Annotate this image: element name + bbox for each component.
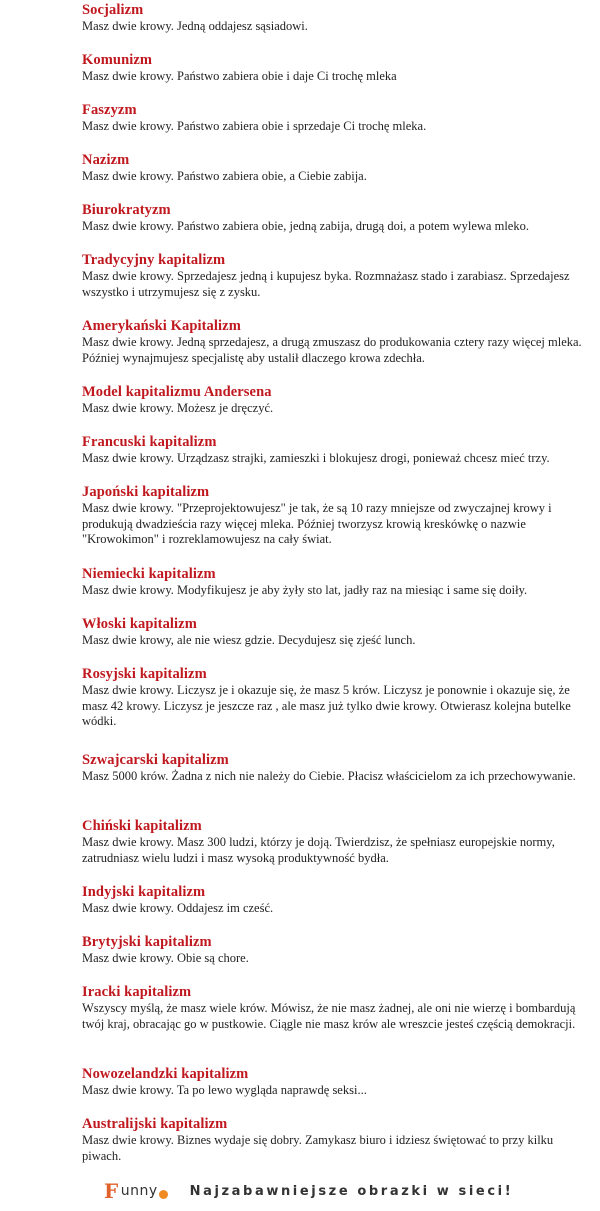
entry-text: Masz 5000 krów. Żadna z nich nie należy do Ciebie. Płacisz właścicielom za ich przechowywanie. <box>82 769 576 783</box>
entry-text: Masz dwie krowy. Urządzasz strajki, zamieszki i blokujesz drogi, ponieważ chcesz mieć trzy. <box>82 451 550 465</box>
logo-dot-icon <box>159 1190 168 1199</box>
entry-title: Tradycyjny kapitalizm <box>82 252 226 268</box>
site-tagline: Najzabawniejsze obrazki w sieci! <box>189 1183 514 1199</box>
entry-title: Szwajcarski kapitalizm <box>82 752 229 768</box>
entry-text: Masz dwie krowy. Obie są chore. <box>82 951 249 965</box>
site-logo <box>104 1179 168 1203</box>
entry-text: Masz dwie krowy. Państwo zabiera obie, a Ciebie zabija. <box>82 169 367 183</box>
entry-amerykanski-kapitalizm <box>82 318 594 366</box>
entry-text: Masz dwie krowy. Modyfikujesz je aby żyły sto lat, jadły raz na miesiąc i same się doiły. <box>82 583 528 597</box>
entry-title: Chiński kapitalizm <box>82 818 202 834</box>
entry-brytyjski-kapitalizm <box>82 934 594 967</box>
entry-text: Masz dwie krowy. Masz 300 ludzi, którzy je doją. Twierdzisz, że spełniasz europejskie normy, zatrudniasz wielu ludzi i masz wysoką produktywność bydła. <box>82 835 555 865</box>
entry-text: Masz dwie krowy. Możesz je dręczyć. <box>82 401 274 415</box>
entry-biurokratyzm <box>82 202 594 235</box>
entry-francuski-kapitalizm <box>82 434 594 467</box>
entry-chinski-kapitalizm <box>82 818 594 866</box>
entry-text: Wszyscy myślą, że masz wiele krów. Mówisz, że nie masz żadnej, ale oni nie wierzę i bombardują twój kraj, obracając go w pustkowie. Ciągle nie masz krów ale wreszcie jesteś częścią demokracji. <box>82 1001 576 1031</box>
entry-title: Brytyjski kapitalizm <box>82 934 212 950</box>
entry-text: Masz dwie krowy. Sprzedajesz jedną i kupujesz byka. Rozmnażasz stado i zarabiasz. Sprzedajesz wszystko i utrzymujesz się z zysku. <box>82 269 570 299</box>
entry-title: Włoski kapitalizm <box>82 616 197 632</box>
entry-title: Francuski kapitalizm <box>82 434 217 450</box>
entry-faszyzm <box>82 102 594 135</box>
logo-mark: F <box>104 1179 119 1203</box>
entry-text: Masz dwie krowy. Biznes wydaje się dobry. Zamykasz biuro i idziesz świętować to przy kilku piwach. <box>82 1133 554 1163</box>
entry-title: Australijski kapitalizm <box>82 1116 228 1132</box>
entry-title: Nowozelandzki kapitalizm <box>82 1066 249 1082</box>
entry-text: Masz dwie krowy. Państwo zabiera obie i sprzedaje Ci trochę mleka. <box>82 119 427 133</box>
entry-text: Masz dwie krowy. Państwo zabiera obie i daje Ci trochę mleka <box>82 69 397 83</box>
entry-title: Socjalizm <box>82 2 144 18</box>
watermark-footer <box>104 1176 524 1206</box>
entry-title: Model kapitalizmu Andersena <box>82 384 272 400</box>
entry-rosyjski-kapitalizm <box>82 666 594 730</box>
entry-title: Komunizm <box>82 52 153 68</box>
entry-japonski-kapitalizm <box>82 484 594 548</box>
entry-text: Masz dwie krowy, ale nie wiesz gdzie. Decydujesz się zjeść lunch. <box>82 633 416 647</box>
entry-australijski-kapitalizm <box>82 1116 594 1164</box>
entry-title: Nazizm <box>82 152 130 168</box>
entry-tradycyjny-kapitalizm <box>82 252 594 300</box>
entry-text: Masz dwie krowy. Ta po lewo wygląda naprawdę seksi... <box>82 1083 367 1097</box>
entry-text: Masz dwie krowy. Jedną oddajesz sąsiadowi. <box>82 19 308 33</box>
entry-title: Niemiecki kapitalizm <box>82 566 216 582</box>
entry-iracki-kapitalizm <box>82 984 594 1032</box>
entry-szwajcarski-kapitalizm <box>82 752 594 785</box>
entry-text: Masz dwie krowy. Oddajesz im cześć. <box>82 901 274 915</box>
entry-title: Japoński kapitalizm <box>82 484 210 500</box>
entry-title: Rosyjski kapitalizm <box>82 666 207 682</box>
entry-komunizm <box>82 52 594 85</box>
entry-text: Masz dwie krowy. Państwo zabiera obie, jedną zabija, drugą doi, a potem wylewa mleko. <box>82 219 529 233</box>
entry-nazizm <box>82 152 594 185</box>
entry-text: Masz dwie krowy. Liczysz je i okazuje się, że masz 5 krów. Liczysz je ponownie i okazuje się, że masz 42 krowy. Liczysz je jeszcze raz , ale masz już tylko dwie krowy. Otwierasz kolejna butelke wódki. <box>82 683 571 728</box>
entry-niemiecki-kapitalizm <box>82 566 594 599</box>
entry-indyjski-kapitalizm <box>82 884 594 917</box>
entry-title: Biurokratyzm <box>82 202 171 218</box>
entry-title: Iracki kapitalizm <box>82 984 192 1000</box>
entry-title: Faszyzm <box>82 102 137 118</box>
entry-model-andersena <box>82 384 594 417</box>
entry-socjalizm <box>82 2 594 35</box>
entry-title: Amerykański Kapitalizm <box>82 318 241 334</box>
entry-title: Indyjski kapitalizm <box>82 884 206 900</box>
entry-wloski-kapitalizm <box>82 616 594 649</box>
entry-nowozelandzki-kapitalizm <box>82 1066 594 1099</box>
entry-text: Masz dwie krowy. "Przeprojektowujesz" je tak, że są 10 razy mniejsze od zwyczajnej krowy i produkują dwadzieścia razy więcej mleka. Później tworzysz krowią kreskówkę o nazwie "Krowokimon" i rozreklamowujesz na cały świat. <box>82 501 552 546</box>
entry-text: Masz dwie krowy. Jedną sprzedajesz, a drugą zmuszasz do produkowania cztery razy więcej mleka. Później wynajmujesz specjalistę aby ustalił dlaczego krowa zdechła. <box>82 335 582 365</box>
logo-text: unny <box>120 1183 158 1199</box>
